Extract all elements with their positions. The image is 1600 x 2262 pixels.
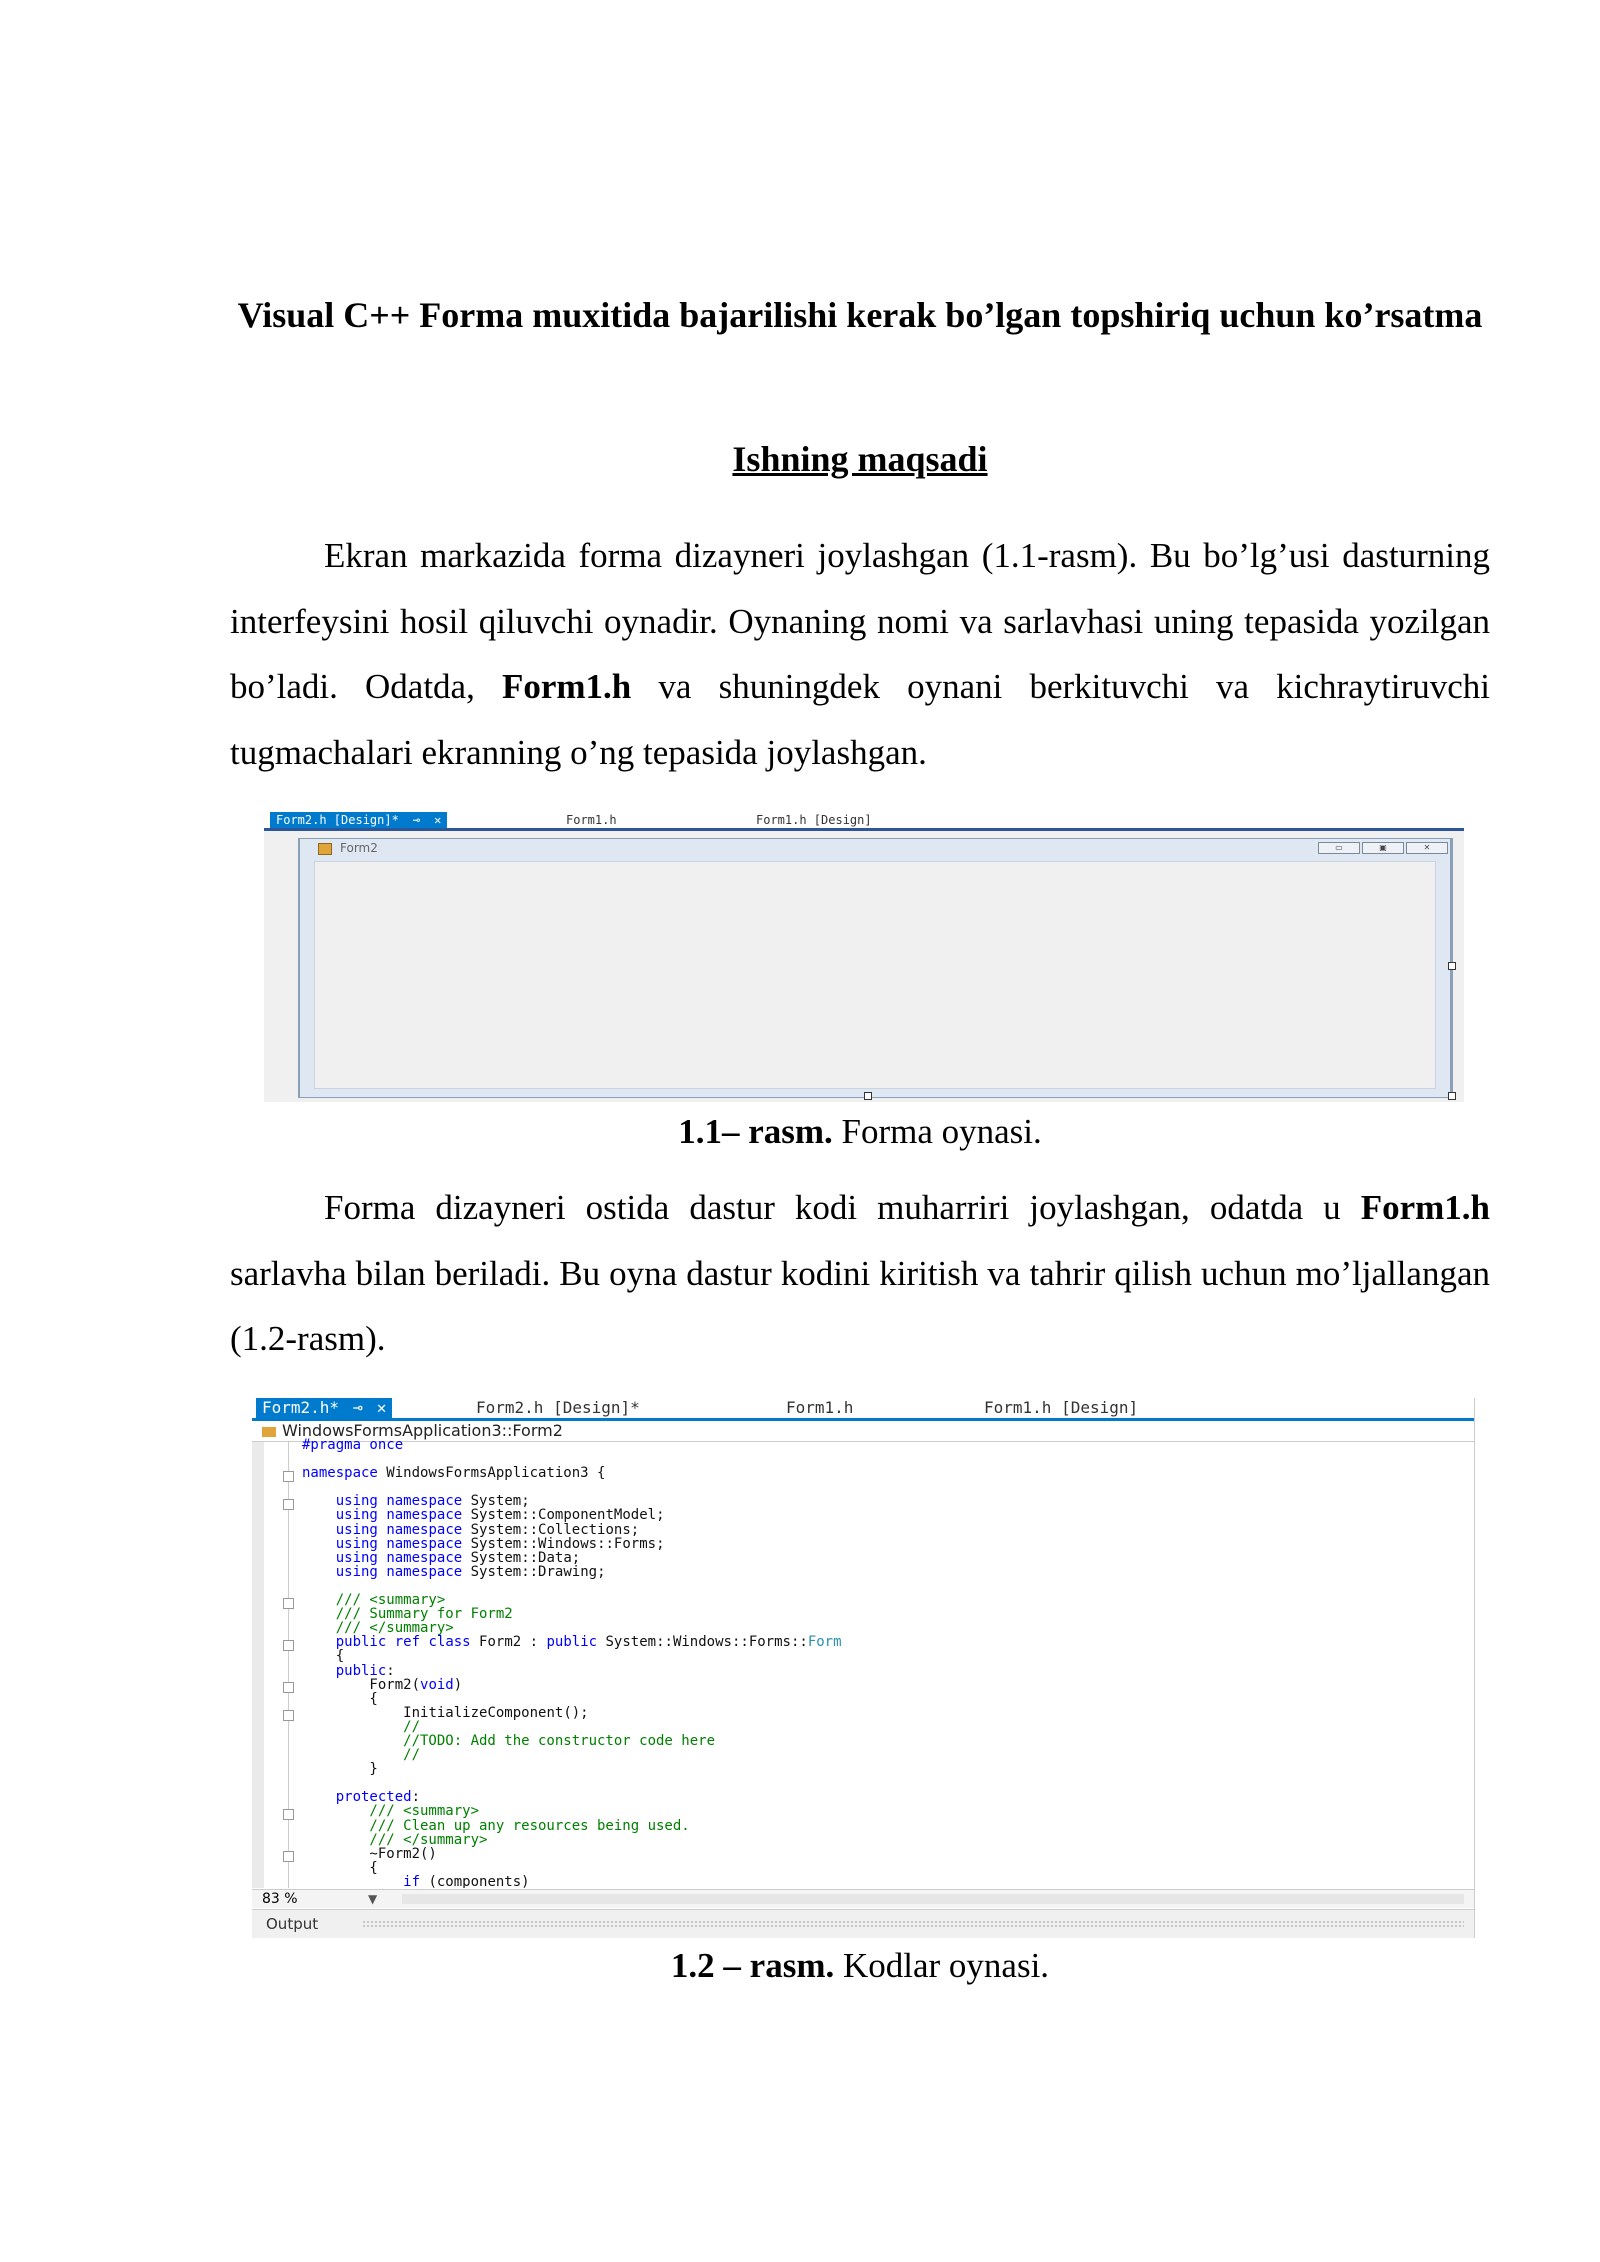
tab-form1-design[interactable]: Form1.h [Design] (756, 813, 872, 827)
code-line[interactable]: } (302, 1761, 378, 1778)
collapse-icon[interactable] (283, 1499, 294, 1510)
output-panel-header[interactable] (252, 1909, 1474, 1938)
figure-2-text: Kodlar oynasi. (834, 1946, 1050, 1985)
code-line[interactable] (302, 1776, 1470, 1790)
code-line[interactable]: // (302, 1718, 421, 1735)
code-line[interactable]: /// Summary for Form2 (302, 1606, 513, 1623)
tab-form2-design[interactable] (270, 812, 447, 828)
code-line[interactable] (302, 1579, 1470, 1593)
code-line[interactable]: /// </summary> (302, 1620, 454, 1637)
zoom-level[interactable]: 83 % (262, 1891, 298, 1907)
paragraph-1-bold: Form1.h (501, 667, 632, 706)
form-designer-screenshot (264, 812, 1464, 1102)
figure-1-caption (230, 1112, 1490, 1152)
editor-gutter (252, 1442, 264, 1888)
minimize-icon[interactable]: ▭ (1318, 842, 1360, 854)
code-line[interactable] (302, 1452, 1470, 1466)
pin-icon[interactable]: ⊸ (412, 813, 421, 827)
figure-2-caption (230, 1946, 1490, 1986)
tab-label: Form2.h* (262, 1398, 340, 1417)
form-client-area[interactable] (314, 861, 1436, 1089)
output-label: Output (266, 1915, 319, 1933)
form-title: Form2 (340, 841, 378, 855)
code-line[interactable]: using namespace System::Data; (335, 1549, 581, 1566)
resize-handle-corner[interactable] (1448, 1092, 1456, 1100)
code-line[interactable]: InitializeComponent(); (403, 1704, 589, 1721)
paragraph-2-text-b: sarlavha bilan beriladi. Bu oyna dastur kodini kiritish va tahrir qilish uchun mo’ljallangan (1.2-rasm). (230, 1253, 1490, 1358)
code-line[interactable]: using namespace System::Windows::Forms; (335, 1535, 665, 1552)
code-line[interactable]: using namespace System::Collections; (335, 1521, 640, 1538)
form-icon (318, 843, 332, 855)
close-icon[interactable]: ✕ (434, 813, 442, 827)
figure-1-label: 1.1– rasm. (678, 1112, 833, 1151)
paragraph-1 (230, 523, 1490, 785)
code-line[interactable]: if (components) (403, 1873, 530, 1888)
paragraph-1-text-a: Ekran markazida forma dizayneri joylashgan (1.1-rasm). Bu bo’lg’usi dasturning interfeysini hosil qiluvchi oynadir. Oynaning nomi va sarlavhasi uning tepasida yozilgan bo’ladi. Odatda, (230, 536, 1490, 706)
code-line[interactable]: { (302, 1859, 378, 1876)
document-title: Visual C++ Forma muxitida bajarilishi kerak bo’lgan topshiriq uchun ko’rsatma (237, 295, 1483, 335)
form-window[interactable] (298, 838, 1453, 1098)
collapse-icon[interactable] (283, 1809, 294, 1820)
code-line[interactable]: //TODO: Add the constructor code here (302, 1732, 716, 1749)
resize-handle-bottom[interactable] (864, 1092, 872, 1100)
collapse-icon[interactable] (283, 1710, 294, 1721)
section-heading: Ishning maqsadi (732, 439, 988, 479)
code-line[interactable]: /// <summary> (302, 1803, 480, 1820)
code-line[interactable]: using namespace System; (335, 1493, 530, 1510)
figure-1-text: Forma oynasi. (832, 1112, 1042, 1151)
code-line[interactable]: #pragma once (302, 1438, 404, 1453)
code-line[interactable]: using namespace System::Drawing; (335, 1563, 606, 1580)
code-line[interactable]: protected: (335, 1789, 421, 1806)
resize-handle-right[interactable] (1448, 962, 1456, 970)
figure-2-label: 1.2 – rasm. (670, 1946, 835, 1985)
code-line[interactable] (302, 1480, 1470, 1494)
tab-form2-design[interactable]: Form2.h [Design]* (476, 1398, 640, 1417)
designer-tab-bar (264, 812, 1464, 831)
editor-tab-bar (252, 1398, 1474, 1421)
tab-form1[interactable]: Form1.h (566, 813, 617, 827)
panel-grip[interactable] (362, 1920, 1464, 1928)
paragraph-2 (230, 1175, 1490, 1372)
paragraph-2-text-a: Forma dizayneri ostida dastur kodi muharriri joylashgan, odatda u (324, 1188, 1361, 1227)
code-line[interactable]: // (302, 1747, 421, 1764)
code-line[interactable]: { (302, 1648, 345, 1665)
collapse-icon[interactable] (283, 1682, 294, 1693)
code-line[interactable]: public: (335, 1662, 395, 1679)
form-title-bar (300, 839, 1450, 857)
code-line[interactable]: public ref class Form2 : public System::Windows::Forms::Form (335, 1634, 842, 1651)
horizontal-scrollbar[interactable] (402, 1894, 1464, 1904)
paragraph-2-bold: Form1.h (1360, 1188, 1490, 1227)
code-editor-screenshot (252, 1398, 1475, 1938)
code-text-area[interactable] (302, 1438, 1470, 1888)
tab-form1-design[interactable]: Form1.h [Design] (984, 1398, 1139, 1417)
code-line[interactable]: /// </summary> (302, 1831, 488, 1848)
class-icon (262, 1427, 276, 1437)
code-line[interactable]: using namespace System::ComponentModel; (335, 1507, 665, 1524)
paragraph-1-text-b: va shuningdek oynani berkituvchi va kichraytiruvchi tugmachalari ekranning o’ng tepasida joylashgan. (230, 667, 1490, 772)
tab-form2-h[interactable] (256, 1398, 392, 1418)
nav-path: WindowsFormsApplication3::Form2 (282, 1421, 563, 1440)
maximize-icon[interactable]: ▣ (1362, 842, 1404, 854)
close-icon[interactable]: ✕ (1406, 842, 1448, 854)
collapse-icon[interactable] (283, 1851, 294, 1862)
collapse-icon[interactable] (283, 1598, 294, 1609)
pin-icon[interactable]: ⊸ (353, 1398, 363, 1417)
editor-status-bar (252, 1889, 1474, 1908)
close-icon[interactable]: ✕ (376, 1398, 387, 1417)
dropdown-arrow-icon[interactable]: ▼ (368, 1892, 378, 1906)
tab-form1[interactable]: Form1.h (786, 1398, 854, 1417)
collapse-icon[interactable] (283, 1640, 294, 1651)
code-line[interactable]: namespace WindowsFormsApplication3 { (302, 1465, 606, 1482)
code-line[interactable]: /// <summary> (302, 1592, 446, 1609)
tab-label: Form2.h [Design]* (276, 813, 399, 827)
code-line[interactable]: Form2(void) (302, 1676, 463, 1693)
collapse-icon[interactable] (283, 1471, 294, 1482)
code-line[interactable]: ~Form2() (302, 1845, 437, 1862)
code-line[interactable]: { (302, 1690, 378, 1707)
code-line[interactable]: /// Clean up any resources being used. (302, 1817, 690, 1834)
